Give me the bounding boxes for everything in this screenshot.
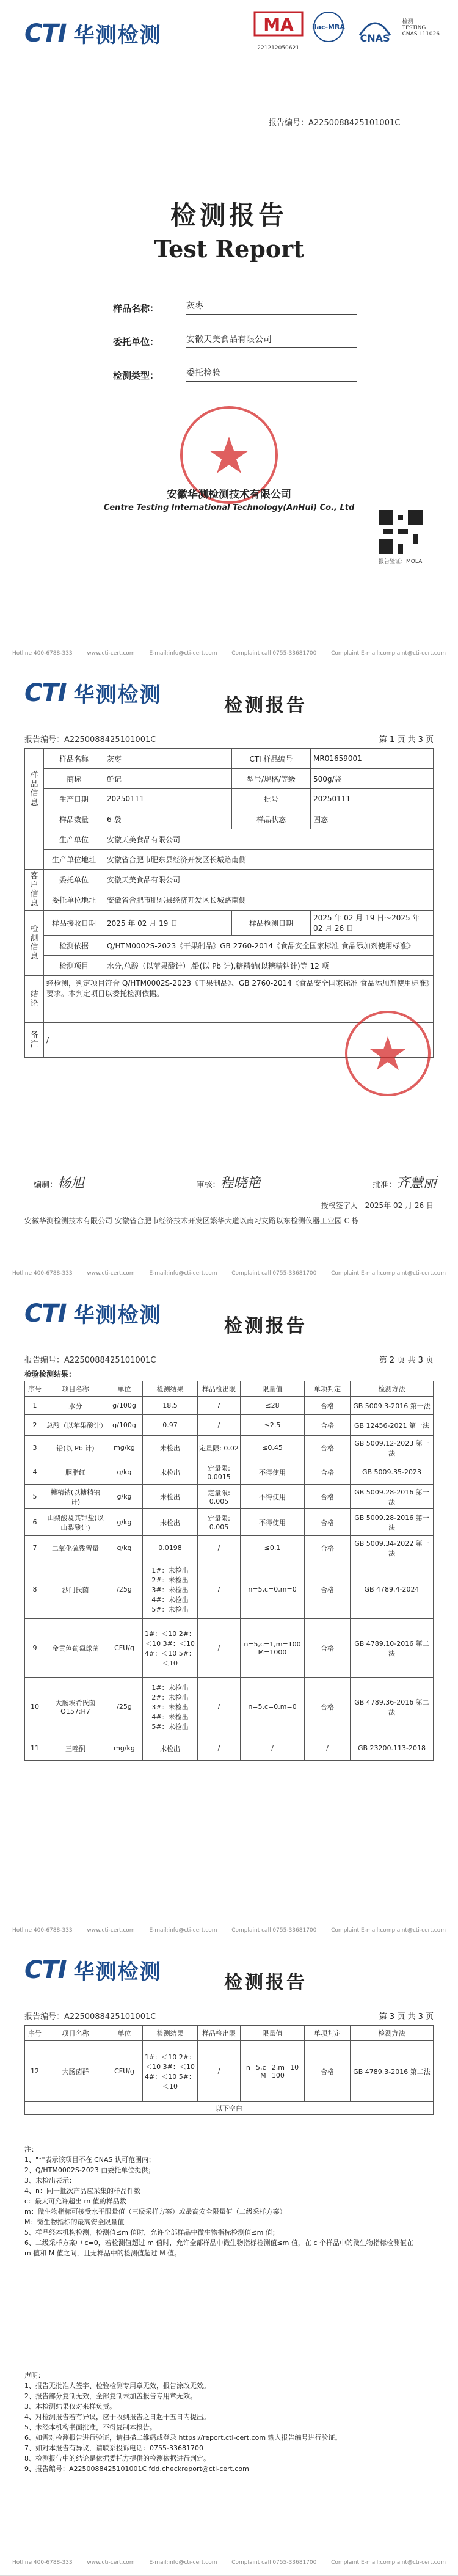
footer: Hotline 400-6788-333 www.cti-cert.com E-mail:info@cti-cert.com Complaint call 0755-33681700 Complaint E-mail:complaint@cti-cert.com <box>12 2560 446 2566</box>
cnas-logo <box>354 11 396 45</box>
statement-block: 声明： 1、报告无批准人签字、检验检测专用章无效，报告涂改无效。 2、报告部分复制无效，全部复制未加盖报告专用章无效。 3、本检测结果仅对来样负责。 4、对检测报告若有异议，应于收到报告之日起十五日内提出。 5、未经本机构书面批准，不得复制本报告。 6、如需对检测报告进行验证，请扫描二维码或登录 https://report.cti-cert.com 输入报告编号进行验证。 7、如对本报告有异议，请联系投诉电话：0755-33681700 8、检测报告中的结论是依据委托方提供的检测依据进行判定。 9、报告编号：A2250088425101001C fdd.checkreport@cti-cert.com <box>24 2371 342 2473</box>
title-zh: 检测报告 <box>170 200 288 230</box>
page-title: 检测报告 <box>224 1972 307 1993</box>
svg-text:MA: MA <box>263 15 294 35</box>
page-number: 第 3 页 共 3 页 <box>379 2012 434 2021</box>
editor-signature: 编制：杨旭 <box>34 1176 85 1191</box>
company-name-zh: 安徽华测检测技术有限公司 <box>167 489 291 501</box>
table-row: 6 山梨酸及其钾盐(以山梨酸计) g/kg 未检出 定量限: 0.005 不得使用 合格 GB 5009.28-2016 第一法 <box>25 1509 434 1536</box>
results-table <box>24 1381 434 1761</box>
qr-label: 报告验证：MOLA <box>379 559 423 565</box>
table-row: 9 金黄色葡萄球菌 CFU/g 1#：＜10 2#：＜10 3#：＜10 4#：＜10 5#：＜10 / n=5,c=1,m=100 M=1000 合格 GB 4789.10-2016 第二法 <box>25 1619 434 1678</box>
sign-date: 授权签字人 2025年 02 月 26 日 <box>321 1201 434 1210</box>
official-seal <box>342 1008 434 1099</box>
table-row: 5 糖精钠(以糖精钠计) g/kg 未检出 定量限: 0.005 不得使用 合格 GB 5009.28-2016 第一法 <box>25 1485 434 1509</box>
cma-code: 221212050621 <box>257 45 299 51</box>
cti-logo: CTI 华测检测 <box>24 679 162 707</box>
qr-code-icon <box>379 510 423 554</box>
results-page <box>0 1286 458 1943</box>
footer: Hotline 400-6788-333 www.cti-cert.com E-mail:info@cti-cert.com Complaint call 0755-33681700 Complaint E-mail:complaint@cti-cert.com <box>12 650 446 657</box>
cert-logos <box>253 11 440 51</box>
cti-logo-text: CTI <box>24 19 67 48</box>
table-row: 8 沙门氏菌 /25g 1#：未检出 2#：未检出 3#：未检出 4#：未检出 5#：未检出 / n=5,c=0,m=0 合格 GB 4789.4-2024 <box>25 1560 434 1619</box>
table-header: 序号 项目名称 单位 检测结果 样品检出限 限量值 单项判定 检测方法 <box>25 2026 434 2041</box>
page-number: 第 1 页 共 3 页 <box>379 735 434 744</box>
report-number: 报告编号：A2250088425101001C <box>269 118 401 128</box>
blank-row: 以下空白 <box>25 2102 434 2115</box>
section-title: 检验检测结果： <box>24 1370 76 1378</box>
lab-address: 安徽华测检测技术有限公司 安徽省合肥市经济技术开发区繁华大道以南习友路以东检测仪器工业园 C 栋 <box>24 1217 359 1225</box>
footer: Hotline 400-6788-333 www.cti-cert.com E-mail:info@cti-cert.com Complaint call 0755-33681700 Complaint E-mail:complaint@cti-cert.com <box>12 1270 446 1276</box>
cover-test-type: 检测类型： 委托检验 <box>113 366 357 382</box>
cover-page <box>0 0 458 666</box>
table-header: 序号 项目名称 单位 检测结果 样品检出限 限量值 单项判定 检测方法 <box>25 1381 434 1397</box>
cma-icon <box>253 11 304 45</box>
signature-row <box>34 1173 437 1192</box>
reviewer-signature: 审核：程晓艳 <box>196 1176 261 1191</box>
company-block <box>0 486 458 512</box>
table-row: 3 铅(以 Pb 计) mg/kg 未检出 定量限: 0.02 ≤0.45 合格 GB 5009.12-2023 第一法 <box>25 1436 434 1460</box>
table-row: 11 三唑酮 mg/kg 未检出 / / / GB 23200.113-2018 <box>25 1736 434 1761</box>
cti-logo: CTI 华测检测 <box>24 1299 162 1328</box>
ilac-logo <box>310 11 347 45</box>
cover-client: 委托单位： 安徽天美食品有限公司 <box>113 333 357 348</box>
report-number: 报告编号：A2250088425101001C <box>24 1356 156 1365</box>
report-number: 报告编号：A2250088425101001C <box>24 735 156 744</box>
cti-logo-zh: 华测检测 <box>73 23 162 48</box>
page-title: 检测报告 <box>224 695 307 716</box>
footer: Hotline 400-6788-333 www.cti-cert.com E-mail:info@cti-cert.com Complaint call 0755-33681700 Complaint E-mail:complaint@cti-cert.com <box>12 1927 446 1934</box>
table-row: 2 总酸（以苹果酸计） g/100g 0.97 / ≤2.5 合格 GB 12456-2021 第一法 <box>25 1415 434 1436</box>
svg-text:CNAS: CNAS <box>360 32 390 44</box>
table-row: 7 二氧化硫残留量 g/kg 0.0198 / ≤0.1 合格 GB 5009.34-2022 第一法 <box>25 1536 434 1560</box>
report-number: 报告编号：A2250088425101001C <box>24 2012 156 2021</box>
info-table: 样品信息 样品名称 灰枣 CTI 样品编号 MR01659001 商标 鲜记 型号/规格/等级 500g/袋 生产日期 20250111 批号 20250111 样品数量 6 袋 样品状态 固态 生产单位 安徽天美食品有限公司 生产单位地址 安徽省合肥市肥东县经济开发区长城路南侧 客户信息 委托单位 安徽天美食品有限公司 委托单位地址 安徽省合肥市肥东县经济开发区长城路南侧 检测信息 样品接收日期 2025 年 02 月 19 日 样品检测日期 2025 年 02 月 19 日～2025 年 02 月 26 日 检测依据 Q/HTM0002S-2023《干果制品》GB 2760-2014《食品安全国家标准 食品添加剂使用标准》 检测项目 水分,总酸（以苹果酸计）,铅(以 Pb 计),糖精钠(以糖精钠计)等 12 项 结论 经检测，判定项目符合 Q/HTM0002S-2023《干果制品》、GB 2760-2014《食品安全国家标准 食品添加剂使用标准》要求。本判定项目以委托检测依据。 备注 / <box>24 748 434 1058</box>
cma-logo <box>253 11 304 51</box>
company-name-en: Centre Testing International Technology(AnHui) Co., Ltd <box>103 503 355 512</box>
table-row: 4 胭脂红 g/kg 未检出 定量限: 0.0015 不得使用 合格 GB 5009.35-2023 <box>25 1460 434 1485</box>
cti-logo <box>24 18 162 48</box>
page-title: 检测报告 <box>224 1315 307 1337</box>
table-row: 10 大肠埃希氏菌 O157:H7 /25g 1#：未检出 2#：未检出 3#：未检出 4#：未检出 5#：未检出 / n=5,c=0,m=0 合格 GB 4789.36-2016 第二法 <box>25 1678 434 1736</box>
cti-logo: CTI 华测检测 <box>24 1956 162 1984</box>
table-row: 1 水分 g/100g 18.5 / ≤28 合格 GB 5009.3-2016 第一法 <box>25 1397 434 1415</box>
notes-page <box>0 1943 458 2575</box>
svg-text:ilac-MRA: ilac-MRA <box>311 23 345 31</box>
cnas-icon <box>354 11 396 45</box>
page-number: 第 2 页 共 3 页 <box>379 1356 434 1365</box>
ilac-icon <box>310 11 347 45</box>
notes-block: 注： 1、"*"表示该项目不在 CNAS 认可范围内； 2、Q/HTM0002S-2023 由委托单位提供； 3、未检出表示： 4、n：同一批次产品应采集的样品件数 c：最大可允许超出 m 值的样品数 m：微生物指标可接受水平限量值（三级采样方案）或最高安全限量值（二级采样方案） M：微生物指标的最高安全限量值 5、样品经本机构检测，检测值≤m 值时，允许全部样品中微生物指标检测值≤m 值； 6、二级采样方案中 c=0，若检测值超过 m 值时，允许全部样品中微生物指标检测值≤m 值，在 c 个样品中的微生物指标检测值在 m 值和 M 值之间，且无样品中的检测值超过 M 值。 <box>24 2145 413 2257</box>
table-row: 12 大肠菌群 CFU/g 1#：＜10 2#：＜10 3#：＜10 4#：＜10 5#：＜10 / n=5,c=2,m=10 M=100 合格 GB 4789.3-2016 第二法 <box>25 2041 434 2102</box>
approver-signature: 批准：齐慧丽 <box>372 1176 437 1191</box>
cnas-text: 检测 TESTING CNAS L11026 <box>402 19 440 37</box>
title-en: Test Report <box>154 235 304 263</box>
results-table-cont <box>24 2025 434 2115</box>
cover-sample-name: 样品名称： 灰枣 <box>113 299 357 315</box>
info-page <box>0 666 458 1286</box>
